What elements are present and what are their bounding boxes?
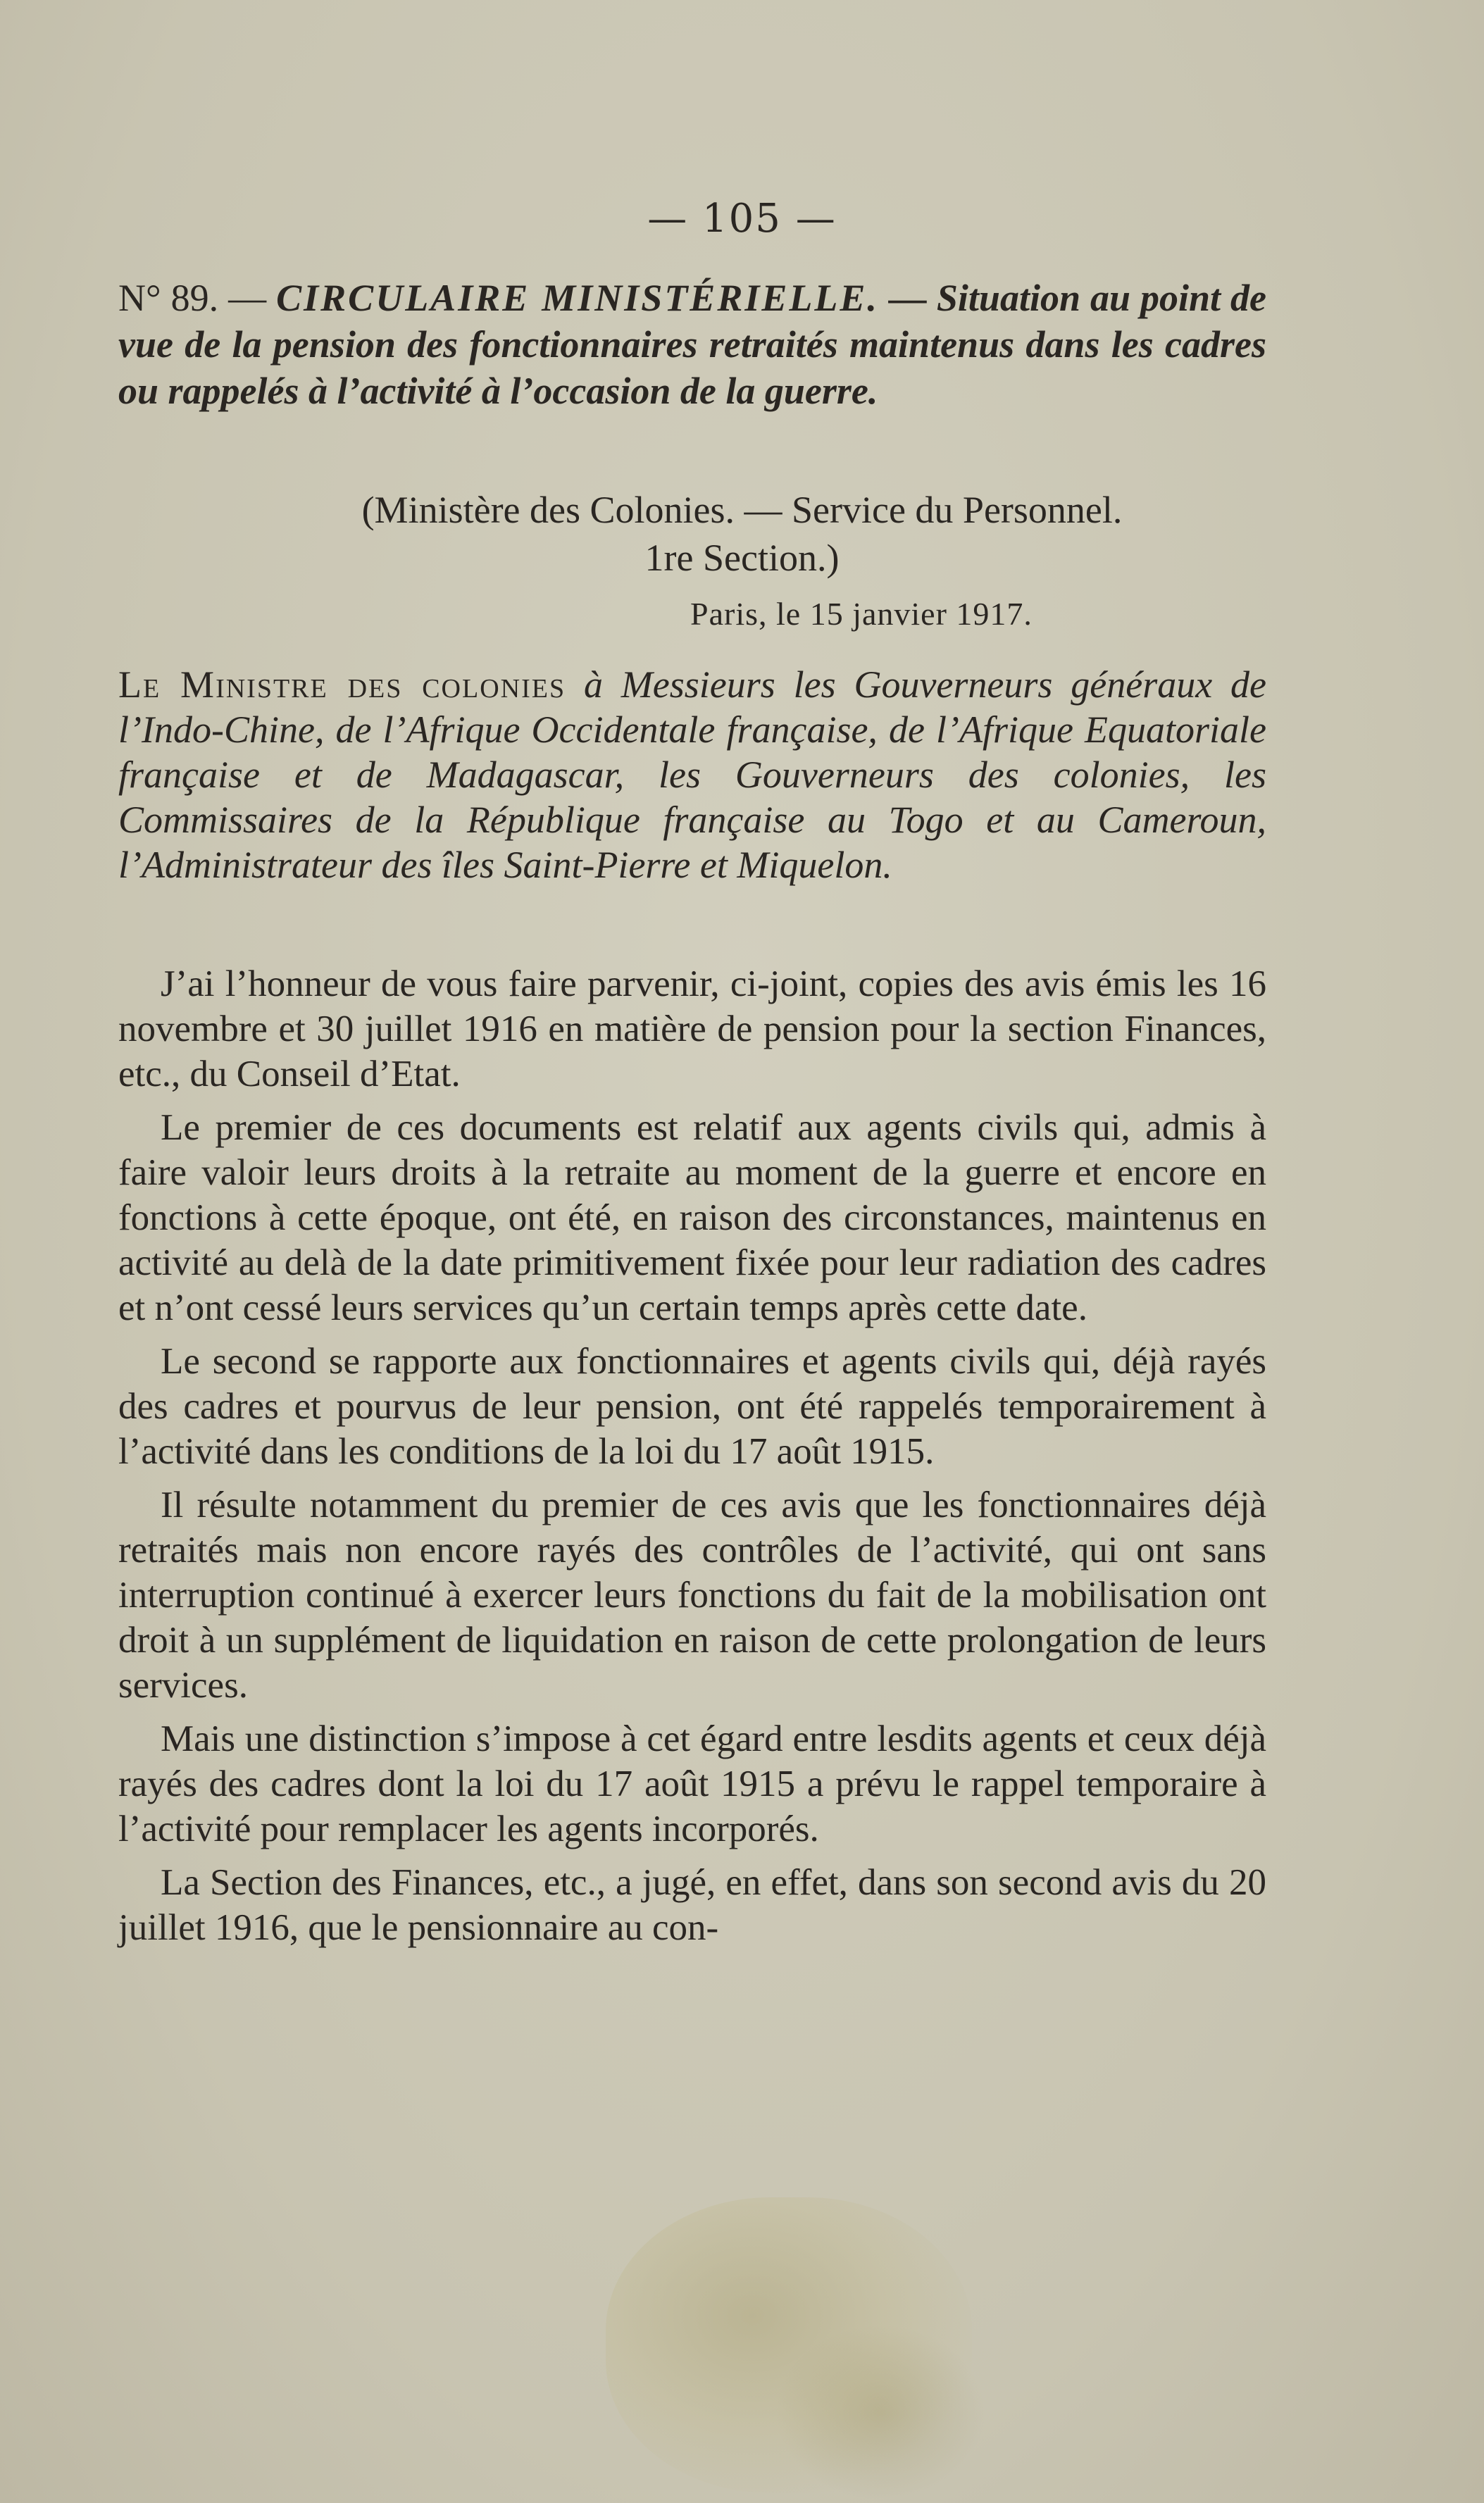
paragraph: Il résulte notamment du premier de ces avis que les fonctionnaires déjà retraités mais non encore rayés des contrôles de l’activité, qui ont sans interruption continué à exercer leurs fonctions du fait de la mobilisation ont droit à un supplément de liquidation en raison de cette prolongation de leurs services. — [118, 1485, 1266, 1706]
paragraph: La Section des Finances, etc., a jugé, en effet, dans son second avis du 20 juillet 1916, que le pensionnaire au con- — [118, 1862, 1266, 1948]
address-block — [118, 662, 1266, 887]
date-line: Paris, le 15 janvier 1917. — [690, 596, 1033, 632]
paragraph: Le premier de ces documents est relatif aux agents civils qui, admis à faire valoir leurs droits à la retraite au moment de la guerre et encore en fonctions à cette époque, ont été, en raison des circonstances, maintenus en activité au delà de la date primitivement fixée pour leur radiation des cadres et n’ont cessé leurs services qu’un certain temps après cette date. — [118, 1107, 1266, 1328]
issuing-office — [0, 486, 1484, 582]
paragraph: J’ai l’honneur de vous faire parvenir, ci-joint, copies des avis émis les 16 novembre et 30 juillet 1916 en matière de pension pour la section Finances, etc., du Conseil d’Etat. — [118, 963, 1266, 1094]
paragraph: Le second se rapporte aux fonctionnaires et agents civils qui, déjà rayés des cadres et pourvus de leur pension, ont été rappelés temporairement à l’activité dans les conditions de la loi du 17 août 1915. — [118, 1341, 1266, 1472]
issuing-office-line-2: 1re Section.) — [644, 537, 840, 579]
circular-heading — [118, 275, 1266, 414]
circular-title: CIRCULAIRE MINISTÉRIELLE. — [276, 277, 879, 319]
issuing-office-line-1: (Ministère des Colonies. — Service du Personnel. — [361, 489, 1123, 531]
paper-stain — [775, 2324, 986, 2500]
recipients: à Messieurs les Gouverneurs généraux de l’Indo-Chine, de l’Afrique Occidentale française, de l’Afrique Equatoriale française et de Madagascar, les Gouverneurs des colonies, les Commissaires de la République française au Togo et au Cameroun, l’Administrateur des îles Saint-Pierre et Miquelon. — [118, 663, 1267, 886]
paragraph: Mais une distinction s’impose à cet égard entre lesdits agents et ceux déjà rayés des cadres dont la loi du 17 août 1915 a prévu le rappel temporaire à l’activité pour remplacer les agents incorporés. — [118, 1718, 1266, 1849]
body-text — [118, 961, 1266, 1959]
sender: Le Ministre des colonies — [118, 663, 566, 706]
circular-subject: — Situation au point de vue de la pension des fonctionnaires retraités maintenus dans les cadres ou rappelés à l’activité à l’occasion de la guerre. — [118, 277, 1267, 412]
page-number: — 105 — — [647, 196, 837, 242]
circular-number: N° 89. — — [118, 277, 267, 319]
